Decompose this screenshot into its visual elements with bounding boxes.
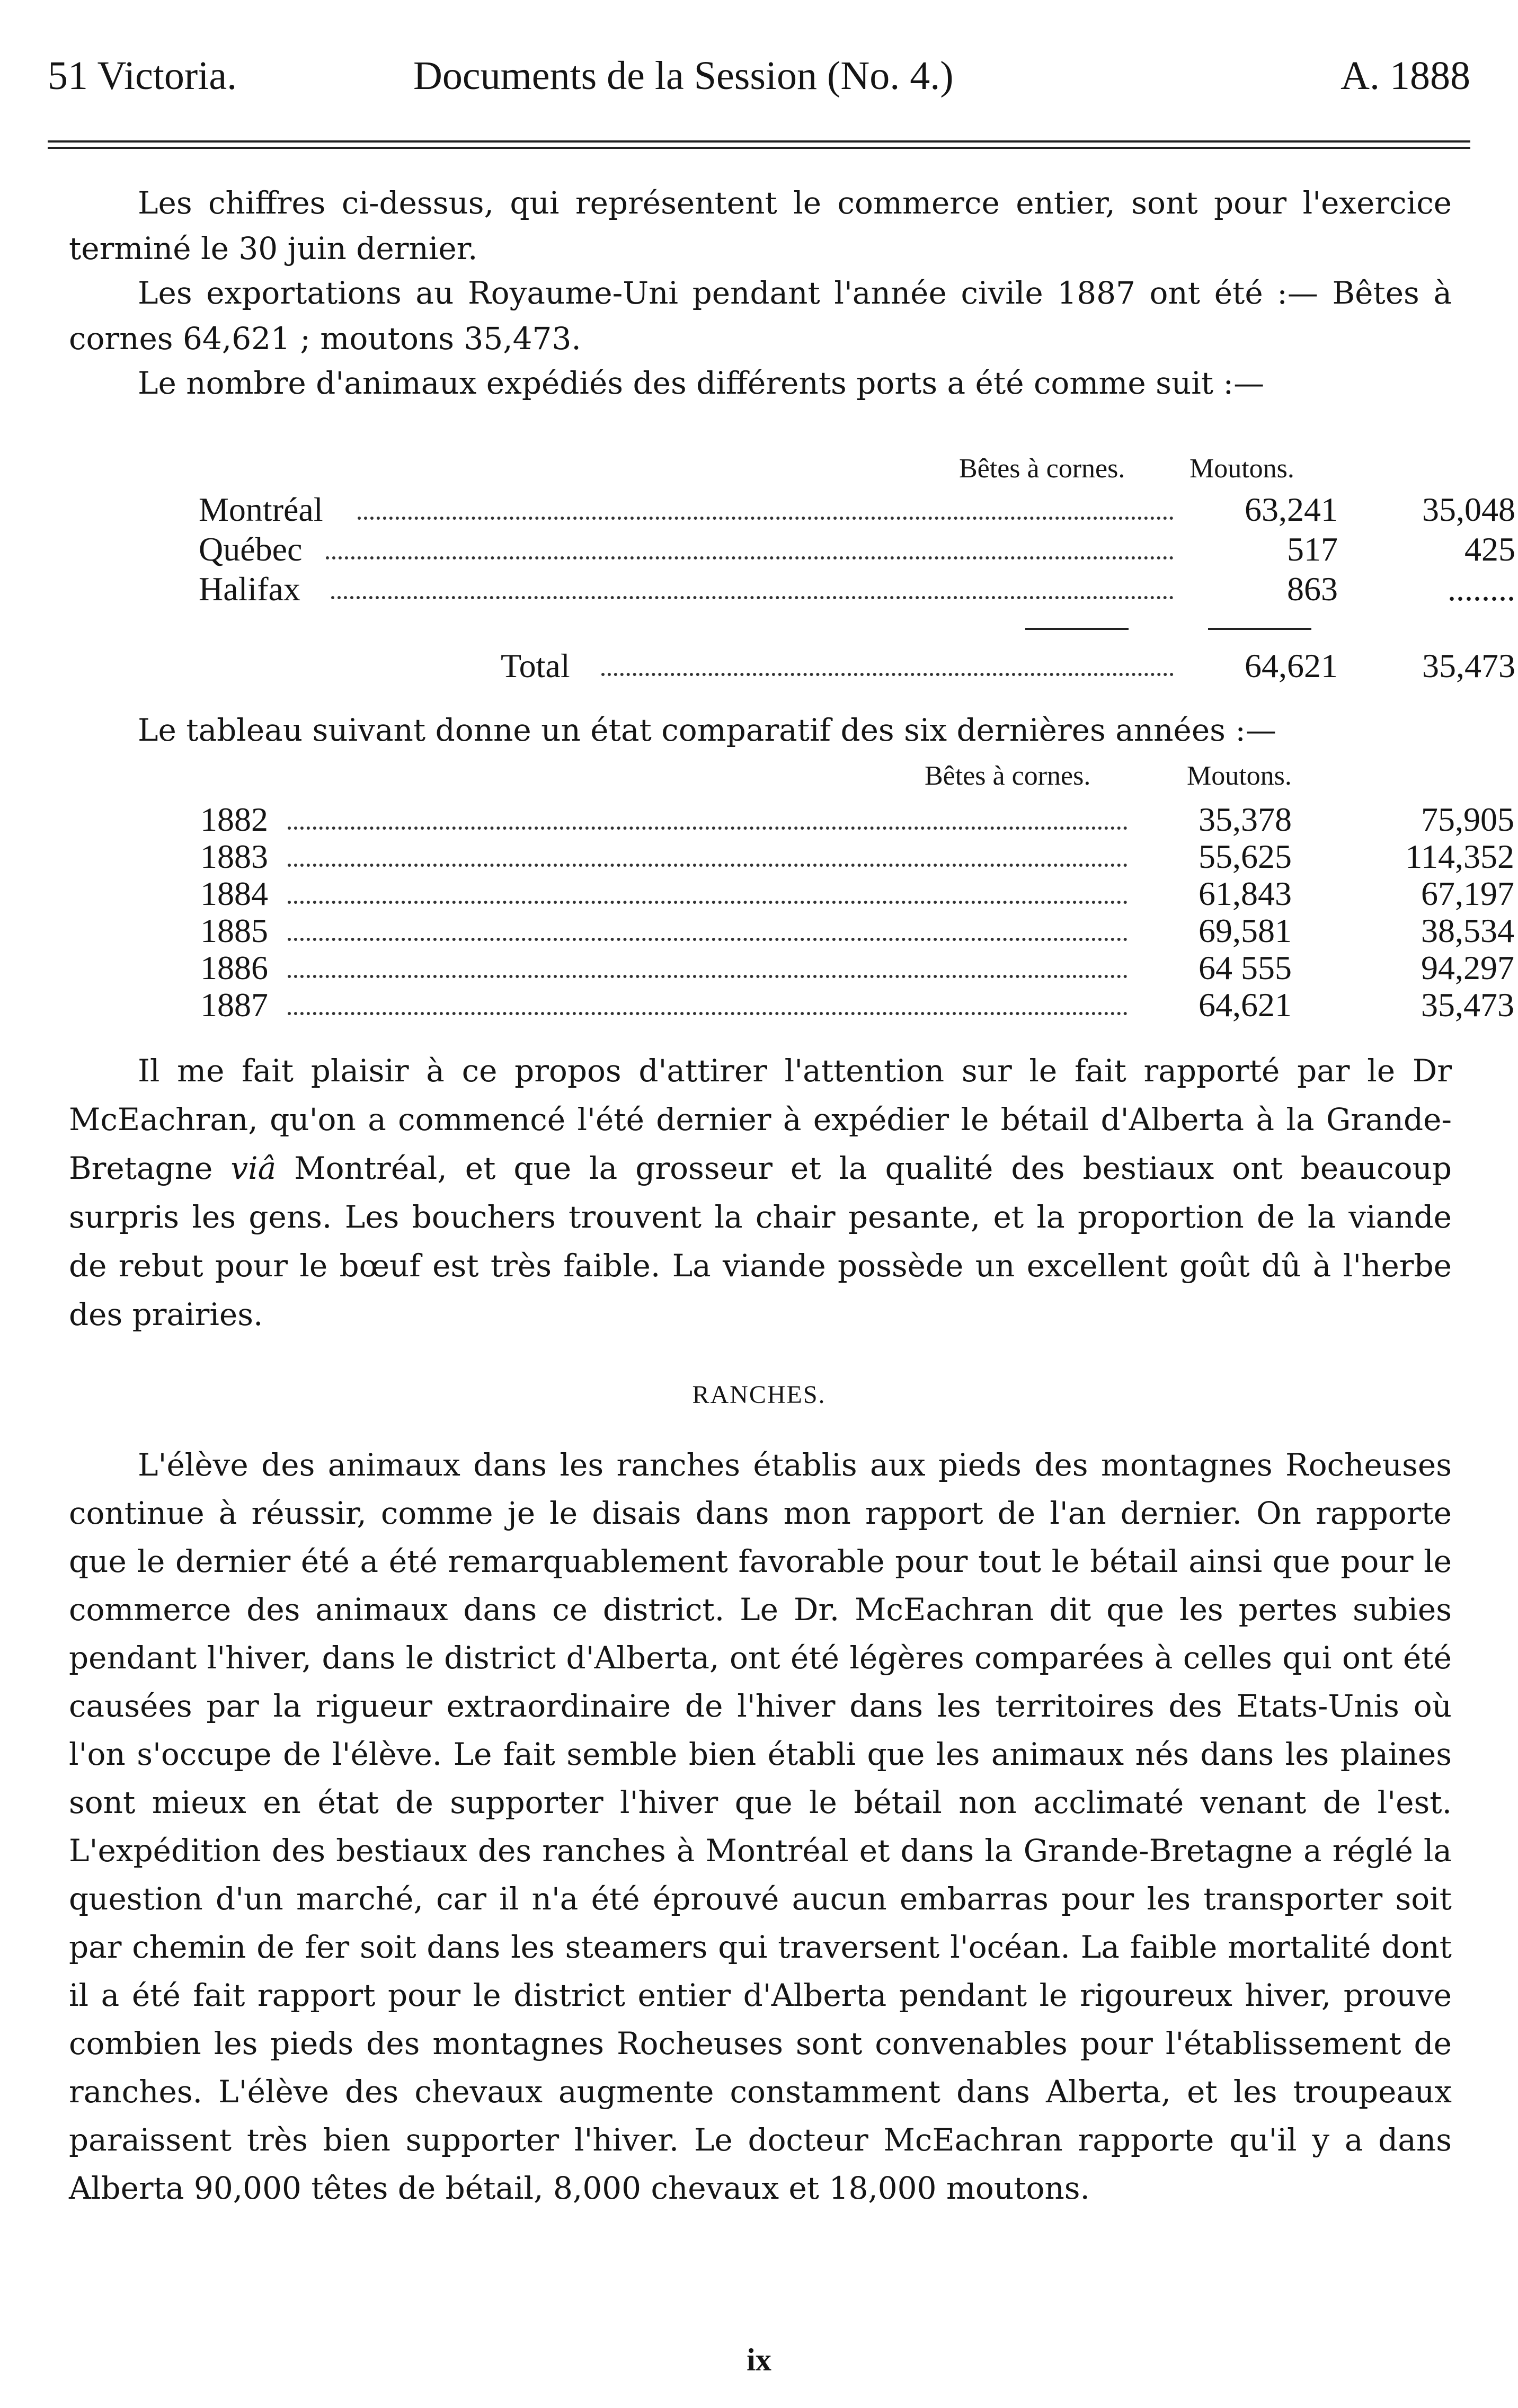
ports-sum-rule-cattle <box>1025 628 1129 630</box>
header-rule <box>48 140 1470 143</box>
ports-sum-rule-sheep <box>1208 628 1311 630</box>
years-row: 1883 55,625 114,352 <box>200 838 1514 875</box>
years-row: 1882 35,378 75,905 <box>200 801 1514 838</box>
section-title-ranches: RANCHES. <box>692 1381 826 1409</box>
years-row: 1885 69,581 38,534 <box>200 912 1514 949</box>
years-row: 1884 61,843 67,197 <box>200 875 1514 912</box>
via-italic: viâ <box>230 1150 277 1186</box>
years-col-sheep-header: Moutons. <box>1187 761 1292 791</box>
intro-paragraph-3: Le nombre d'animaux expédiés des différents ports a été comme suit :— <box>138 365 1265 401</box>
header-title: Documents de la Session (No. 4.) <box>413 54 954 98</box>
years-row: 1887 64,621 35,473 <box>200 986 1514 1024</box>
ports-col-cattle-header: Bêtes à cornes. <box>959 454 1125 484</box>
ports-col-sheep-header: Moutons. <box>1189 454 1294 484</box>
header-year: A. 1888 <box>1341 54 1470 98</box>
intro-paragraph-2: Les exportations au Royaume-Uni pendant l'année civile 1887 ont été :— Bêtes à cornes 64,621 ; moutons 35,473. <box>69 275 1452 357</box>
comparative-intro: Le tableau suivant donne un état comparatif des six dernières années :— <box>138 712 1276 748</box>
page-header <box>48 53 1470 111</box>
ports-total-row: Total 64,621 35,473 <box>501 647 1515 685</box>
ports-row: Québec 517 425 <box>199 530 1515 568</box>
years-row: 1886 64 555 94,297 <box>200 949 1514 987</box>
ranches-paragraph: L'élève des animaux dans les ranches établis aux pieds des montagnes Rocheuses continue à réussir, comme je le disais dans mon rapport de l'an dernier. On rapporte que le dernier été a été remarquablement favorable pour tout le bétail ainsi que pour le commerce des animaux dans ce district. Le Dr. McEachran dit que les pertes subies pendant l'hiver, dans le district d'Alberta, ont été légères comparées à celles qui ont été causées par la rigueur extraordinaire de l'hiver dans les territoires des Etats-Unis où l'on s'occupe de l'élève. Le fait semble bien établi que les animaux nés dans les plaines sont mieux en état de supporter l'hiver que le bétail non acclimaté venant de l'est. L'expédition des bestiaux des ranches à Montréal et dans la Grande-Bretagne a réglé la question d'un marché, car il n'a été éprouvé aucun embarras pour les transporter soit par chemin de fer soit dans les steamers qui traversent l'océan. La faible mortalité dont il a été fait rapport pour le district entier d'Alberta pendant le rigoureux hiver, prouve combien les pieds des montagnes Rocheuses sont convenables pour l'établissement de ranches. L'élève des chevaux augmente constamment dans Alberta, et les troupeaux paraissent très bien supporter l'hiver. Le docteur McEachran rapporte qu'il y a dans Alberta 90,000 têtes de bétail, 8,000 chevaux et 18,000 moutons. <box>69 1447 1452 2206</box>
page-number: ix <box>747 2342 771 2377</box>
alberta-paragraph: Il me fait plaisir à ce propos d'attirer l'attention sur le fait rapporté par le Dr McEachran, qu'on a commencé l'été dernier à expédier le bétail d'Alberta à la Grande-Bretagne viâ Montréal, et que la grosseur et la qualité des bestiaux ont beaucoup surpris les gens. Les bouchers trouvent la chair pesante, et la proportion de la viande de rebut pour le bœuf est très faible. La viande possède un excellent goût dû à l'herbe des prairies. <box>69 1053 1452 1332</box>
years-col-cattle-header: Bêtes à cornes. <box>925 761 1091 791</box>
ports-row: Montréal 63,241 35,048 <box>199 491 1515 528</box>
ports-row: Halifax 863 ........ <box>199 570 1515 608</box>
intro-paragraph-1: Les chiffres ci-dessus, qui représentent le commerce entier, sont pour l'exercice terminé le 30 juin dernier. <box>69 185 1452 266</box>
header-session: 51 Victoria. <box>48 54 237 98</box>
header-rule-double <box>48 147 1470 149</box>
